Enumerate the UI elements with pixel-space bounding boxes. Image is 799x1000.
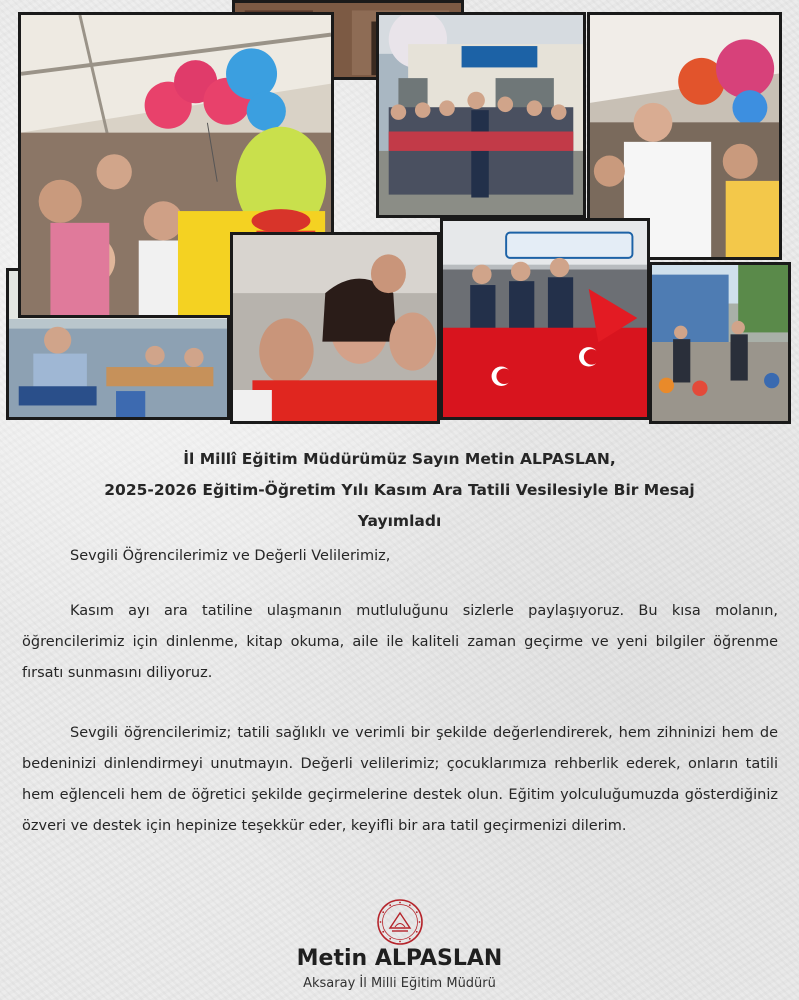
signature-name: Metin ALPASLAN <box>296 946 503 971</box>
meb-emblem-icon <box>376 898 424 946</box>
headline <box>40 444 759 537</box>
salutation: Sevgili Öğrencilerimiz ve Değerli Velilerimiz, <box>70 548 391 564</box>
photo-schoolyard-officials <box>649 262 791 424</box>
message-paragraph: Kasım ayı ara tatiline ulaşmanın mutluluğunu sizlerle paylaşıyoruz. Bu kısa molanın, öğrencilerimiz için dinlenme, kitap okuma, aile ile kaliteli zaman geçirme ve yeni bilgiler öğrenme fırsatı sunmasını diliyoruz. <box>22 603 778 681</box>
photo-students-turkish-flags <box>440 218 650 420</box>
headline-line-3: Yayımladı <box>357 512 442 530</box>
photo-collage <box>0 0 799 430</box>
message-paragraph: Sevgili öğrencilerimiz; tatili sağlıklı ve verimli bir şekilde değerlendirerek, hem zihninizi hem de bedeninizi dinlendirmeyi unutmayın. Değerli velilerimiz; çocuklarımıza rehberlik ederek, onların tatili hem eğlenceli hem de öğretici şekilde geçirmelerine destek olun. Eğitim yolculuğumuzda gösterdiğiniz özveri ve destek için hepinize teşekkür eder, keyifli bir ara tatil geçirmenizi dilerim. <box>22 725 778 834</box>
photo-students-selfie <box>230 232 440 424</box>
headline-line-2: 2025-2026 Eğitim-Öğretim Yılı Kasım Ara Tatili Vesilesiyle Bir Mesaj <box>104 481 695 499</box>
headline-line-1: İl Millî Eğitim Müdürümüz Sayın Metin ALPASLAN, <box>183 450 616 468</box>
photo-school-group-front <box>376 12 586 218</box>
signature-title: Aksaray İl Milli Eğitim Müdürü <box>303 976 496 991</box>
